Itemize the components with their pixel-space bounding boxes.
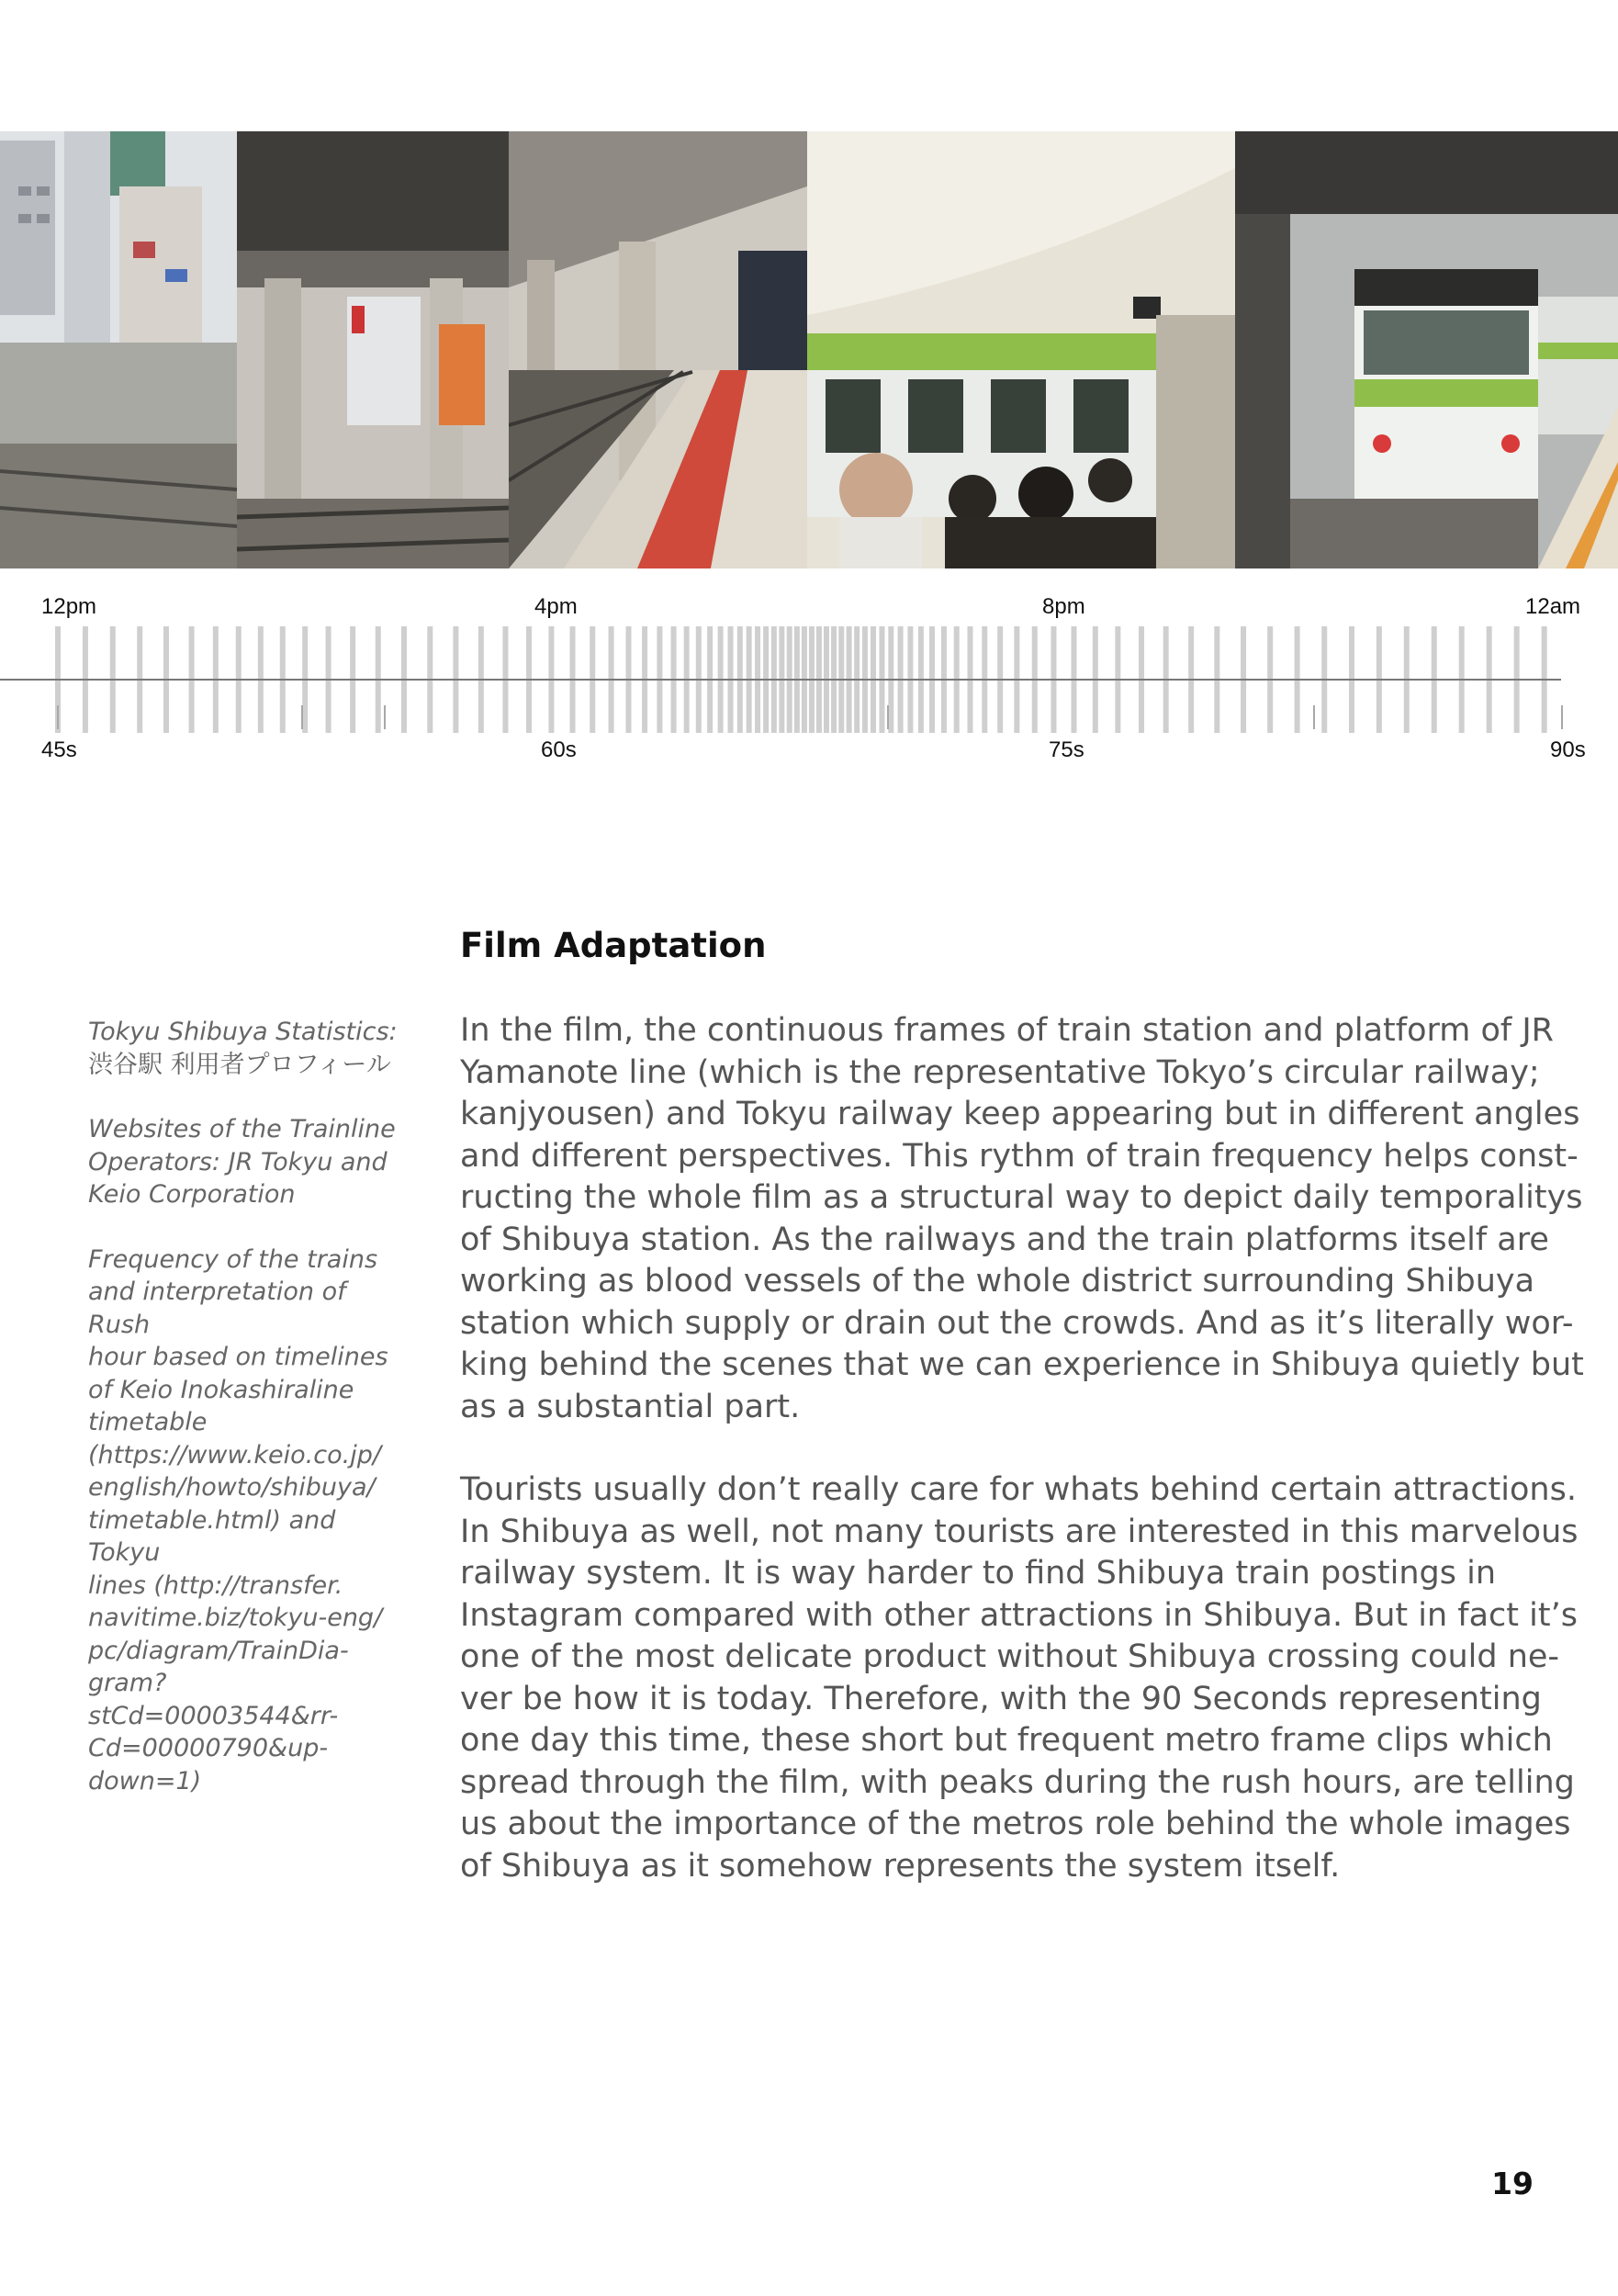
text-line: In the film, the continuous frames of train station and platform of JR bbox=[460, 1012, 1554, 1049]
sidenote-line: 渋谷駅 利用者プロフィール bbox=[88, 1050, 391, 1079]
timeline-marker bbox=[1561, 705, 1563, 729]
top-label-8pm: 8pm bbox=[1042, 594, 1085, 619]
timeline-chart bbox=[0, 588, 1618, 771]
text-line: spread through the film, with peaks during the rush hours, are telling bbox=[460, 1763, 1575, 1801]
bottom-label-90s: 90s bbox=[1550, 737, 1586, 762]
text-line: railway system. It is way harder to find Shibuya train postings in bbox=[460, 1555, 1497, 1592]
timeline-marker bbox=[57, 705, 59, 729]
frame-elevated-pillars bbox=[237, 131, 509, 568]
text-line: lines (http://transfer. bbox=[88, 1570, 343, 1600]
text-line: Cd=00000790&up- bbox=[88, 1734, 329, 1762]
top-label-4pm: 4pm bbox=[534, 594, 578, 619]
timeline-marker bbox=[887, 705, 889, 729]
text-line: Instagram compared with other attractions in Shibuya. But in fact it’s bbox=[460, 1596, 1578, 1634]
frame-platform-tracks bbox=[509, 131, 807, 568]
frame-city-buildings bbox=[0, 131, 237, 568]
timeline-marker bbox=[1313, 705, 1315, 729]
film-frames-strip bbox=[0, 131, 1618, 568]
top-label-12pm: 12pm bbox=[41, 594, 97, 619]
sidenote-websites bbox=[88, 1113, 410, 1211]
text-line: king behind the scenes that we can experience in Shibuya quietly but bbox=[460, 1346, 1584, 1383]
text-line: navitime.biz/tokyu-eng/ bbox=[88, 1604, 383, 1632]
text-line: as a substantial part. bbox=[460, 1388, 801, 1425]
text-line: one of the most delicate product without Shibuya crossing could ne- bbox=[460, 1638, 1560, 1675]
bottom-label-45s: 45s bbox=[41, 737, 77, 762]
timeline-ticks bbox=[0, 588, 1618, 771]
sidenote-line: Websites of the Trainline bbox=[88, 1115, 396, 1143]
text-line: pc/diagram/TrainDia- bbox=[88, 1636, 349, 1665]
sidenote-line: Tokyu Shibuya Statistics: bbox=[88, 1018, 398, 1046]
timeline-marker bbox=[301, 705, 303, 729]
bottom-label-60s: 60s bbox=[541, 737, 577, 762]
sidenote-statistics bbox=[88, 1016, 410, 1081]
text-line: and interpretation of Rush bbox=[88, 1277, 346, 1339]
top-label-12am: 12am bbox=[1525, 594, 1581, 619]
body-paragraph-1 bbox=[460, 1010, 1584, 1428]
body-paragraph-2 bbox=[460, 1469, 1579, 1887]
text-line: Tourists usually don’t really care for whats behind certain attractions. bbox=[460, 1471, 1577, 1508]
sidenote-column bbox=[88, 1016, 410, 1829]
text-line: us about the importance of the metros role behind the whole images bbox=[460, 1806, 1571, 1842]
frame-arriving-train bbox=[1235, 131, 1618, 568]
text-line: hour based on timelines bbox=[88, 1343, 388, 1371]
text-line: kanjyousen) and Tokyu railway keep appearing but in different angles bbox=[460, 1096, 1580, 1132]
bottom-label-75s: 75s bbox=[1049, 737, 1084, 762]
text-line: ructing the whole film as a structural way to depict daily temporalitys bbox=[460, 1179, 1583, 1216]
text-line: gram?stCd=00003544&rr- bbox=[88, 1669, 339, 1730]
text-line: down=1) bbox=[88, 1766, 202, 1795]
page-number: 19 bbox=[1491, 2166, 1534, 2201]
text-line: timetable bbox=[88, 1408, 208, 1436]
text-line: of Shibuya as it somehow represents the system itself. bbox=[460, 1847, 1341, 1885]
article-body bbox=[460, 1010, 1584, 1929]
text-line: Frequency of the trains bbox=[88, 1244, 378, 1274]
text-line: timetable.html) and Tokyu bbox=[88, 1505, 336, 1567]
text-line: of Shibuya station. As the railways and the train platforms itself are bbox=[460, 1221, 1549, 1258]
text-line: english/howto/shibuya/ bbox=[88, 1473, 376, 1502]
text-line: station which supply or drain out the crowds. And as it’s literally wor- bbox=[460, 1304, 1574, 1342]
frame-crowded-platform bbox=[807, 131, 1235, 568]
timeline-marker bbox=[384, 705, 386, 729]
sidenote-line: Keio Corporation bbox=[88, 1180, 296, 1209]
section-heading: Film Adaptation bbox=[460, 926, 767, 965]
text-line: ver be how it is today. Therefore, with the 90 Seconds representing bbox=[460, 1680, 1542, 1717]
sidenote-line: Operators: JR Tokyu and bbox=[88, 1147, 388, 1176]
text-line: one day this time, these short but frequent metro frame clips which bbox=[460, 1722, 1553, 1759]
text-line: (https://www.keio.co.jp/ bbox=[88, 1440, 381, 1469]
text-line: In Shibuya as well, not many tourists are interested in this marvelous bbox=[460, 1513, 1579, 1550]
sidenote-frequency bbox=[88, 1244, 410, 1798]
text-line: working as blood vessels of the whole district surrounding Shibuya bbox=[460, 1263, 1535, 1300]
text-line: Yamanote line (which is the representative Tokyo’s circular railway; bbox=[460, 1053, 1540, 1091]
text-line: of Keio Inokashiraline bbox=[88, 1375, 354, 1404]
text-line: and different perspectives. This rythm of train frequency helps const- bbox=[460, 1137, 1579, 1175]
